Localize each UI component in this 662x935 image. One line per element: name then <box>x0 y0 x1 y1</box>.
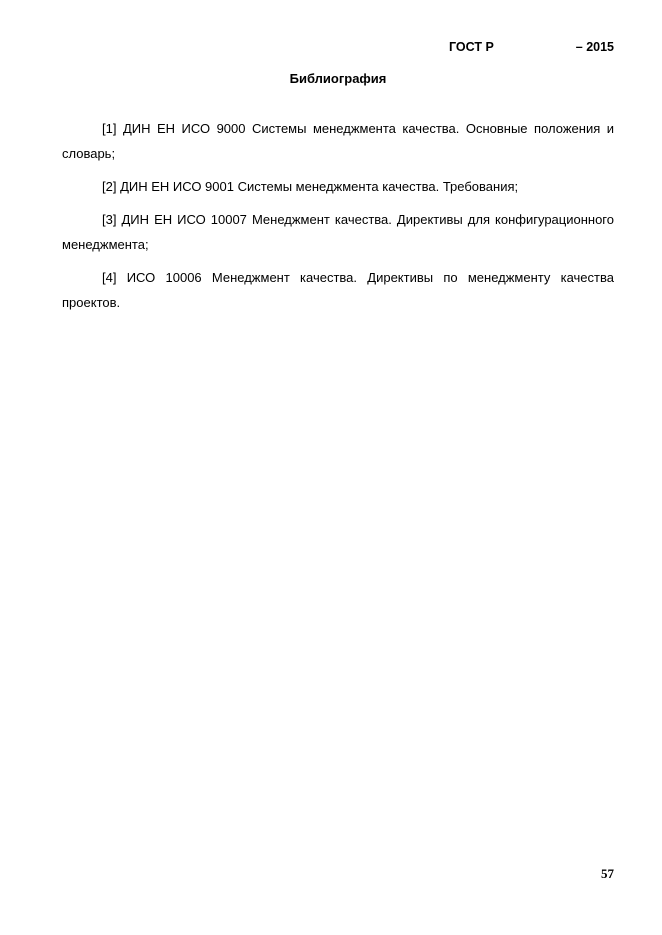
bibliography-entry: [1] ДИН ЕН ИСО 9000 Системы менеджмента качества. Основные положения и словарь; <box>62 121 614 161</box>
header-standard: ГОСТ Р <box>449 40 494 54</box>
header-year: – 2015 <box>575 40 614 54</box>
bibliography-entry: [4] ИСО 10006 Менеджмент качества. Директивы по менеджменту качества проектов. <box>62 270 614 310</box>
page-number: 57 <box>601 866 614 881</box>
page-title: Библиография <box>289 71 387 86</box>
bibliography-list <box>62 116 614 323</box>
bibliography-entry: [2] ДИН ЕН ИСО 9001 Системы менеджмента качества. Требования; <box>102 179 519 194</box>
page-header <box>0 40 662 56</box>
bibliography-entry: [3] ДИН ЕН ИСО 10007 Менеджмент качества. Директивы для конфигурационного менеджмента; <box>62 212 614 252</box>
